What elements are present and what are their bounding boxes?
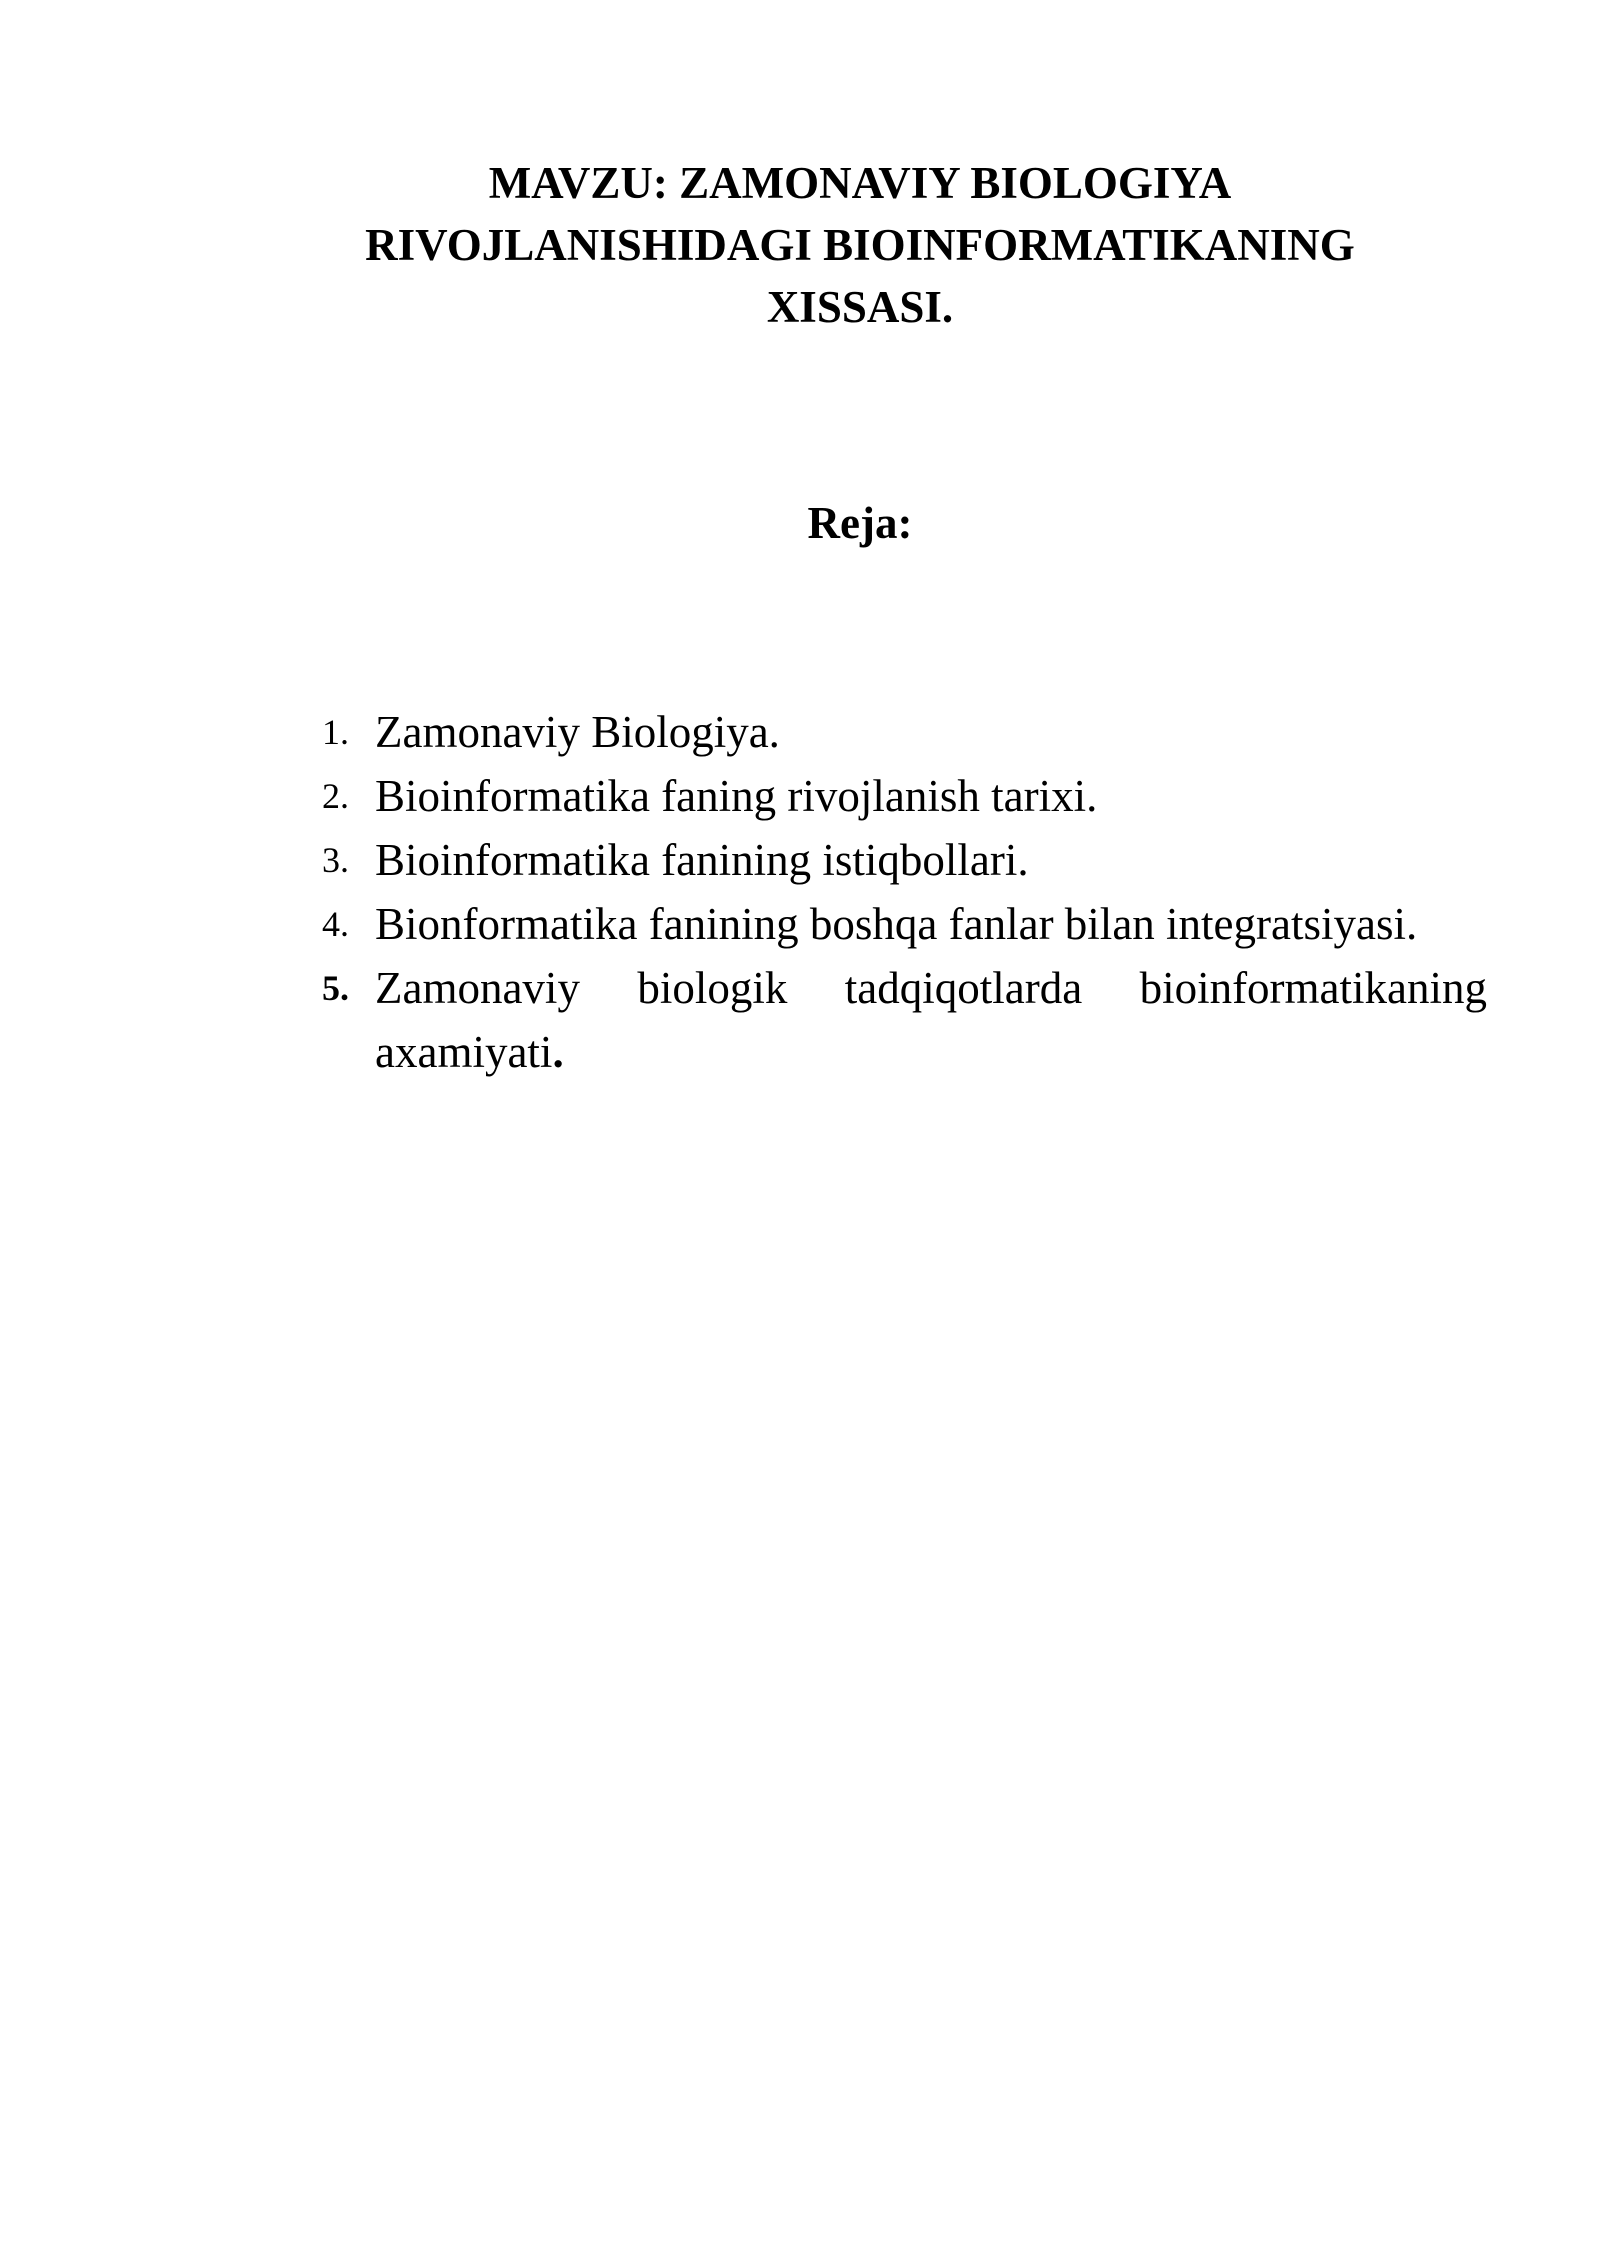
title-line-3: XISSASI. xyxy=(766,282,954,332)
plan-item xyxy=(322,956,1487,1084)
plan-item-text: Bioinformatika fanining istiqbollari. xyxy=(375,835,1029,885)
plan-list xyxy=(322,700,1487,1084)
plan-item-text xyxy=(375,963,1487,1077)
title-line-1: MAVZU: ZAMONAVIY BIOLOGIYA xyxy=(488,158,1232,208)
plan-item-number: 2. xyxy=(322,776,349,816)
plan-item xyxy=(322,892,1487,956)
document-title xyxy=(300,152,1420,338)
plan-item xyxy=(322,828,1487,892)
plan-item-text: Bioinformatika faning rivojlanish tarixi. xyxy=(375,771,1098,821)
plan-heading: Reja: xyxy=(807,498,913,548)
title-line-2: RIVOJLANISHIDAGI BIOINFORMATIKANING xyxy=(365,220,1355,270)
plan-item-number: 5. xyxy=(322,968,349,1008)
plan-item-number: 4. xyxy=(322,904,349,944)
plan-item-text: Bionformatika fanining boshqa fanlar bilan integratsiyasi. xyxy=(375,899,1418,949)
plan-item-text-end: . xyxy=(552,1027,564,1077)
plan-item xyxy=(322,700,1487,764)
plan-item-text-body: Zamonaviy biologik tadqiqotlarda bioinformatikaning axamiyati xyxy=(375,963,1487,1077)
plan-item-text: Zamonaviy Biologiya. xyxy=(375,707,780,757)
plan-item-number: 3. xyxy=(322,840,349,880)
plan-item-number: 1. xyxy=(322,712,349,752)
plan-item xyxy=(322,764,1487,828)
